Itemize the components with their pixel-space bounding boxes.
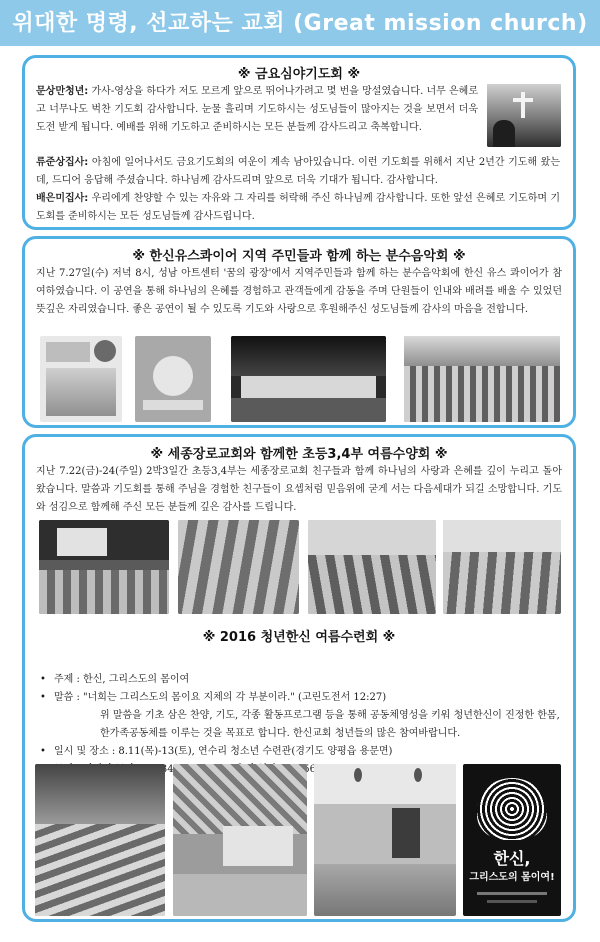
list-item: 목사(010-3455-4865), 회장(010-5655-0197) (115, 764, 362, 775)
prayer-entry-1 (36, 83, 478, 137)
retreat-title: ※ 2016 청년한신 여름수련회 ※ (202, 630, 396, 645)
list-item: • 일시 및 장소 : 8.11(목)-13(토), 연수리 청소년 수련관(경기도 양평읍 용문면) (40, 746, 393, 757)
prayer-entry-name: 문상만청년: (36, 86, 89, 97)
prayer-entry-3 (36, 190, 560, 226)
camp-photo-4 (443, 520, 561, 614)
retreat-poster (463, 764, 561, 916)
prayer-entry-text: 가사-영상을 하다가 저도 모르게 앞으로 뛰어나가려고 몇 번을 망설였습니다. 너무 은혜로고 너무나도 벅찬 기도회 감사합니다. 눈물 흘리며 기도하시는 성도님들이 많아지는 것을 보면서 더욱 도전 받게 됩니다. 예배를 위해 기도하고 준비하시는 모든 분들께 감사드리고 축복합니다. (36, 86, 478, 133)
fountain-photo-stage (231, 336, 386, 422)
fountain-text: 지난 7.27일(수) 저녁 8시, 성남 아트센터 '꿈의 광장'에서 지역주민들과 함께 하는 분수음악회에 한신 유스 콰이어가 참여하였습니다. 이 공연을 통해 하나님의 은혜를 경험하고 관객들에게 감동을 주며 단원들이 인내와 배려를 배울 수 있었던 뜻깊은 자리였습니다. 좋은 공연이 될 수 있도록 기도와 사랑으로 후원해주신 성도님들께 감사의 마음을 전합니다. (36, 268, 562, 315)
fountain-photo-flyer (135, 336, 211, 422)
poster-line-1: 한신, (493, 849, 531, 868)
retreat-info-list (40, 671, 560, 779)
prayer-photo (487, 84, 561, 147)
poster-line-2: 그리스도의 몸이여! (469, 872, 555, 883)
camp-text: 지난 7.22(금)-24(주일) 2박3일간 초등3,4부는 세종장로교회 친구들과 함께 하나님의 사랑과 은혜를 깊이 누리고 돌아왔습니다. 말씀과 기도회를 통해 주님을 경험한 친구들이 요셉처럼 믿음위에 굳게 서는 다음세대가 되길 소망합니다. 기도와 섬김으로 함께해 주신 모든 분들께 깊은 감사를 드립니다. (36, 466, 562, 513)
camp-photo-1 (39, 520, 169, 614)
fountain-photo-audience (404, 336, 560, 422)
camp-photo-2 (178, 520, 299, 614)
list-item: • 말씀 : "너희는 그리스도의 몸이요 지체의 각 부분이라." (고린도전서 12:27) (40, 692, 387, 703)
list-item: 위 말씀을 기초 삼은 찬양, 기도, 각종 활동프로그램 등을 통해 공동체영성을 키워 청년한신이 진정한 한몸, 한가족공동체를 이루는 것을 목표로 합니다. 한신교회 청년들의 많은 참여바랍니다. (100, 710, 560, 739)
camp-photo-3 (308, 520, 436, 614)
header-banner (0, 0, 600, 46)
fountain-title: ※ 한신유스콰이어 지역 주민들과 함께 하는 분수음악회 ※ (132, 249, 466, 264)
prayer-entry-text: 아침에 일어나서도 금요기도회의 여운이 계속 남아있습니다. 이런 기도회를 위해서 지난 2년간 기도해 왔는데, 드디어 응답해 주셨습니다. 하나님께 감사드리며 앞으로 더욱 기대가 됩니다. 감사합니다. (36, 157, 560, 186)
prayer-entry-text: 우리에게 찬양할 수 있는 자유와 그 자리를 허락해 주신 하나님께 감사합니다. 또한 앞선 은혜로 기도하며 기도회를 준비하시는 모든 성도님들께 감사드립니다. (36, 193, 560, 222)
prayer-title: ※ 금요심야기도회 ※ (237, 67, 361, 82)
retreat-photo-hall (314, 764, 456, 916)
list-item: • 주제 : 한신, 그리스도의 몸이여 (40, 674, 190, 685)
retreat-photo-building (173, 764, 307, 916)
retreat-photo-stream (35, 764, 165, 916)
banner-title: 위대한 명령, 선교하는 교회 (Great mission church) (12, 11, 588, 36)
camp-title: ※ 세종장로교회와 함께한 초등3,4부 여름수양회 ※ (150, 447, 448, 462)
fountain-photo-poster (40, 336, 122, 422)
prayer-entry-2 (36, 154, 560, 190)
prayer-entry-name: 류준상집사: (36, 157, 89, 168)
prayer-entry-name: 배은미집사: (36, 193, 89, 204)
